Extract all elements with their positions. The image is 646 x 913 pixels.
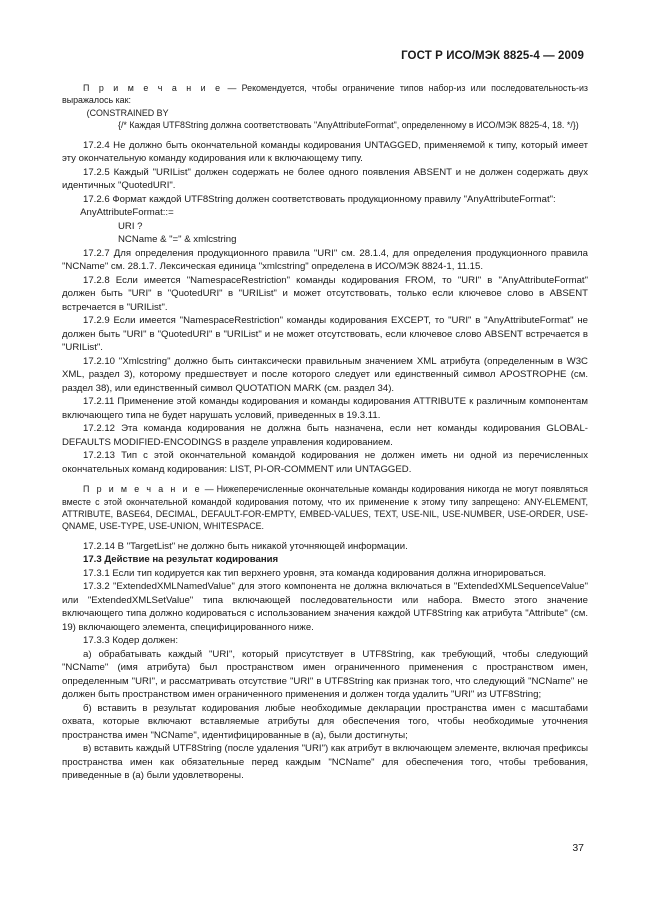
- list-item-b: б) вставить в результат кодирования любые необходимые декларации пространства имен с масштабами охвата, которые включают вставляемые атрибуты для обеспечения того, чтобы необходимые уточнения пространства имен "NCName", идентифицированные в (а), были достигнуты;: [62, 702, 588, 741]
- paragraph-17-3-2: 17.3.2 "ExtendedXMLNamedValue" для этого компонента не должна включаться в "ExtendedXMLSequenceValue" или "ExtendedXMLSetValue" типа включающей последовательности или набора. Вместо этого значение включающего типа должно кодироваться с использованием значения каждой UTF8String как атрибута "Attribute" (см. 19) включающего элемента, специфицированного ниже.: [62, 581, 588, 633]
- code-line: AnyAttributeFormat::=: [62, 207, 174, 219]
- paragraph-17-2-11: 17.2.11 Применение этой команды кодирования и команды кодирования ATTRIBUTE к различным компонентам включающего типа не будет нарушать условий, приведенных в 19.3.11.: [62, 396, 588, 421]
- code-line: NCName & "=" & xmlcstring: [62, 234, 237, 246]
- note-text: — Рекомендуется, чтобы ограничение типов набор-из или последовательность-из выражалось как:: [62, 83, 588, 106]
- note-paragraph: [62, 483, 588, 533]
- page-body: [62, 82, 588, 783]
- paragraph-17-2-12: 17.2.12 Эта команда кодирования не должна быть назначена, если нет команды кодирования GLOBAL-DEFAULTS MODIFIED-ENCODINGS в разделе управления кодированием.: [62, 423, 588, 448]
- note-paragraph: [62, 82, 588, 107]
- page-number: 37: [572, 842, 584, 854]
- code-line: (CONSTRAINED BY: [62, 107, 169, 118]
- note-label: П р и м е ч а н и е: [83, 484, 202, 495]
- paragraph-17-2-4: 17.2.4 Не должно быть окончательной команды кодирования UNTAGGED, применяемой к типу, который имеет эту окончательную команду кодирования или к включающему типу.: [62, 139, 588, 165]
- paragraph-17-2-7: 17.2.7 Для определения продукционного правила "URI" см. 28.1.4, для определения продукционного правила "NCName" см. 28.1.7. Лексическая единица "xmlcstring" определена в ИСО/МЭК 8824-1, 11.15.: [62, 247, 588, 273]
- paragraph-17-2-14: 17.2.14 В "TargetList" не должно быть никакой уточняющей информации.: [83, 540, 408, 552]
- paragraph-17-2-13: 17.2.13 Тип с этой окончательной командой кодирования не должен иметь ни одной из перечисленных окончательных команд кодирования: LIST, PI-OR-COMMENT или UNTAGGED.: [62, 450, 588, 475]
- paragraph-17-3-1: 17.3.1 Если тип кодируется как тип верхнего уровня, эта команда кодирования должна игнорироваться.: [83, 567, 547, 579]
- paragraph-17-2-6: 17.2.6 Формат каждой UTF8String должен соответствовать продукционному правилу "AnyAttributeFormat":: [83, 193, 556, 205]
- page-header: ГОСТ Р ИСО/МЭК 8825-4 — 2009: [401, 50, 584, 62]
- section-heading: 17.3 Действие на результат кодирования: [83, 554, 279, 566]
- list-item-c: в) вставить каждый UTF8String (после удаления "URI") как атрибут в включающем элементе, включая префиксы пространства имен как обязательные перед каждым "NCName" для обеспечения того, чтобы требования, приведенные в (а) были удовлетворены.: [62, 743, 588, 782]
- note-label: П р и м е ч а н и е: [83, 83, 223, 93]
- note-text: — Нижеперечисленные окончательные команды кодирования никогда не могут появляться вместе с этой окончательной командой кодирования потому, что их применение к этому типу запрещено: ANY-ELEMENT, ATTRIBUTE, BASE64, DECIMAL, DEFAULT-FOR-EMPTY, EMBED-VALUES, TEXT, USE-NIL, USE-NUMBER, USE-ORDER, USE-QNAME, USE-TYPE, USE-UNION, WHITESPACE.: [62, 484, 588, 532]
- paragraph-17-2-8: 17.2.8 Если имеется "NamespaceRestriction" команды кодирования FROM, то "URI" в "AnyAttributeFormat" должен быть "URI" в "QuotedURI" в "URIList" и может отсутствовать, только если ключевое слово в ABSENT встречается в "URIList".: [62, 274, 588, 313]
- paragraph-17-2-5: 17.2.5 Каждый "URIList" должен содержать не более одного появления ABSENT и не должен содержать двух идентичных "QuotedURI".: [62, 166, 588, 192]
- paragraph-17-2-9: 17.2.9 Если имеется "NamespaceRestriction" команды кодирования EXCEPT, то "URI" в "AnyAttributeFormat" не должен быть "URI" в "QuotedURI" в "URIList" и не может отсутствовать, если ключевое слово ABSENT встречается в "URIList".: [62, 315, 588, 354]
- list-item-a: а) обрабатывать каждый "URI", который присутствует в UTF8String, как требующий, чтобы следующий "NCName" (имя атрибута) был пространством имен ограниченного применения с пространством имен, определенным "URI", и рассматривать отсутствие "URI" в UTF8String как признак того, что следующий "NCName" не должен быть пространством имен ограниченного применения и должен тогда удалить "URI" из UTF8String;: [62, 648, 588, 701]
- paragraph-17-3-3: 17.3.3 Кодер должен:: [83, 635, 179, 647]
- code-line: {/* Каждая UTF8String должна соответствовать "AnyAttributeFormat", определенному в ИСО/МЭК 8825-4, 18. */}): [118, 120, 579, 131]
- paragraph-17-2-10: 17.2.10 "Xmlcstring" должно быть синтаксически правильным значением XML атрибута (определенным в W3C XML, раздел 3), которому предшествует и после которого следует или единственный символ APOSTROPHE (см. раздел 38), или единственный символ QUOTATION MARK (см. раздел 34).: [62, 355, 588, 394]
- code-line: URI ?: [62, 220, 143, 232]
